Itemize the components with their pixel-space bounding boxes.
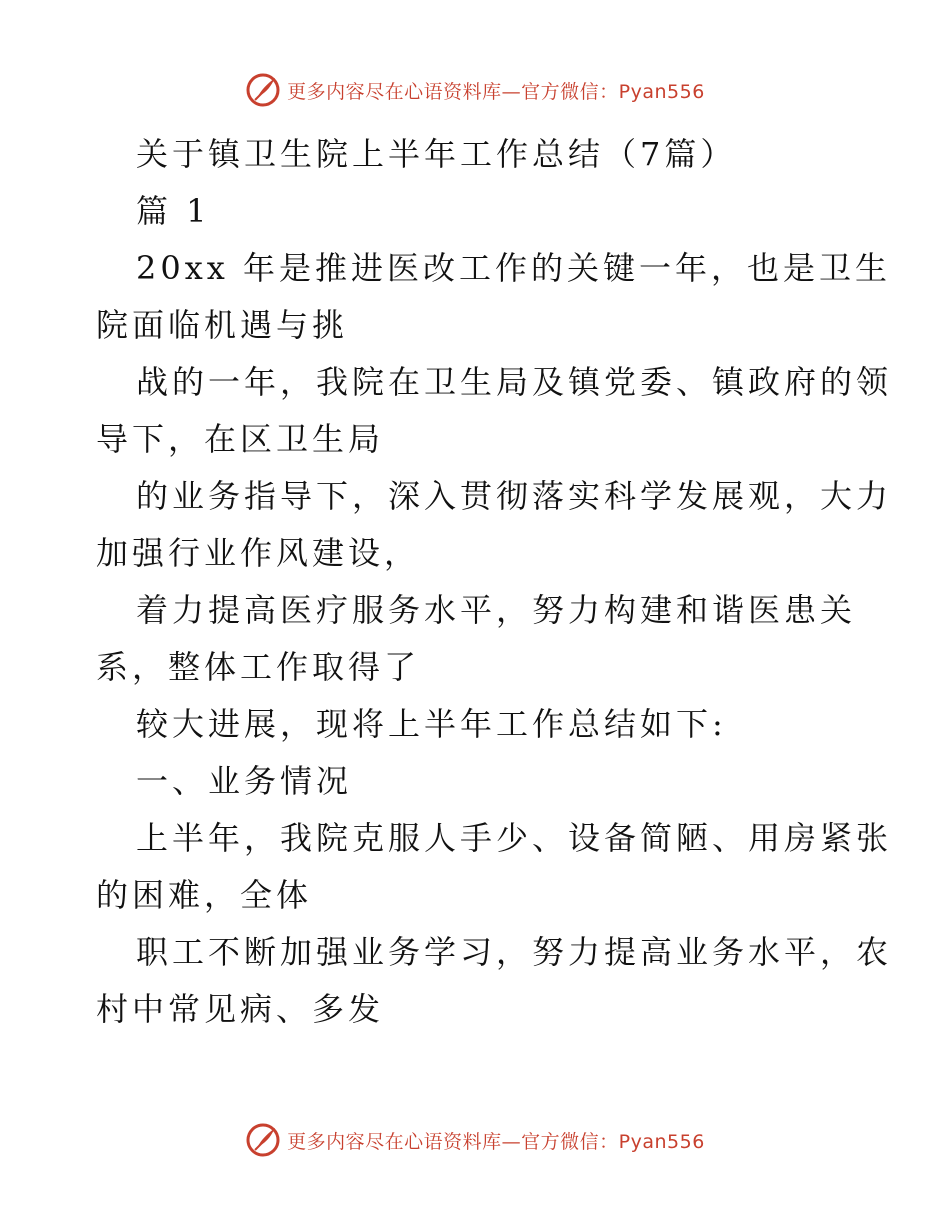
text-line: 战的一年，我院在卫生局及镇党委、镇政府的领 (136, 363, 893, 401)
text-line: 导下，在区卫生局 (96, 420, 385, 458)
text-line: 职工不断加强业务学习，努力提高业务水平，农 (136, 933, 893, 971)
text-line: 上半年，我院克服人手少、设备简陋、用房紧张 (136, 819, 893, 857)
document-body (96, 126, 893, 1038)
text-line: 院面临机遇与挑 (96, 306, 349, 344)
feather-logo-icon (245, 72, 281, 108)
text-line: 篇 1 (136, 192, 211, 230)
text-line: 的业务指导下，深入贯彻落实科学发展观，大力 (136, 477, 893, 515)
watermark-text: 更多内容尽在心语资料库—官方微信：Pyan556 (287, 1130, 705, 1153)
text-line: 一、业务情况 (136, 762, 353, 800)
feather-logo-icon (245, 1122, 281, 1158)
paragraph-lines (96, 183, 893, 1038)
text-line: 村中常见病、多发 (96, 990, 385, 1028)
document-title: 关于镇卫生院上半年工作总结（7篇） (136, 135, 737, 173)
text-line: 较大进展，现将上半年工作总结如下: (136, 705, 727, 743)
watermark-banner-top (0, 70, 950, 110)
watermark-text: 更多内容尽在心语资料库—官方微信：Pyan556 (287, 80, 705, 103)
text-line: 系，整体工作取得了 (96, 648, 421, 686)
watermark-banner-bottom (0, 1120, 950, 1160)
text-line: 的困难，全体 (96, 876, 313, 914)
text-line: 加强行业作风建设， (96, 534, 421, 572)
text-line: 20xx 年是推进医改工作的关键一年，也是卫生 (136, 249, 891, 287)
text-line: 着力提高医疗服务水平，努力构建和谐医患关 (136, 591, 857, 629)
